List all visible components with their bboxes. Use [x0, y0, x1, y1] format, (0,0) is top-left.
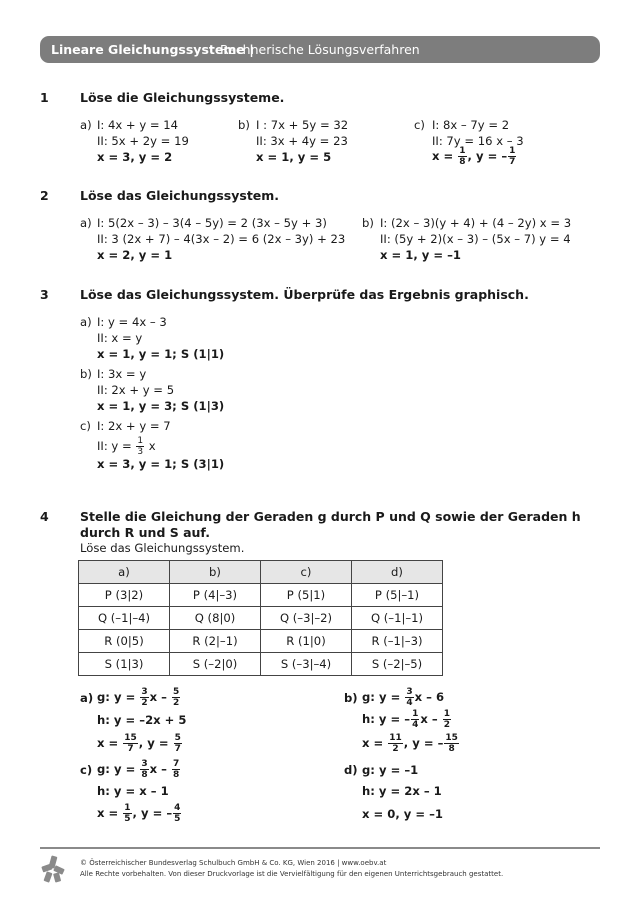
equation: I: y = 4x – 3 [97, 315, 167, 329]
table-cell: Q (–1|–4) [79, 607, 170, 630]
table-header: a) [79, 561, 170, 584]
table-cell: P (4|–3) [170, 584, 261, 607]
solution-h: h: y = – $\frac{1}{4}$ x – $\frac{1}{2}$ [362, 709, 450, 730]
item-label: d) [344, 763, 358, 777]
task-number: 1 [40, 90, 49, 105]
table-cell: R (1|0) [261, 630, 352, 653]
table-cell: P (5|1) [261, 584, 352, 607]
solution-xy: x = $\frac{11}{2}$ , y = – $\frac{15}{8}$ [362, 733, 458, 754]
table-cell: P (3|2) [79, 584, 170, 607]
solution: x = $\frac{1}{8}$ , y = – $\frac{1}{7}$ [432, 146, 516, 167]
item-label: c) [414, 118, 425, 132]
item-label: b) [344, 691, 358, 705]
task-number: 3 [40, 287, 49, 302]
table-cell: S (–2|0) [170, 653, 261, 676]
table-cell: Q (8|0) [170, 607, 261, 630]
equation: II: x = y [97, 331, 143, 345]
solution: x = 1, y = 3; S (1|3) [97, 399, 225, 413]
task-title: Stelle die Gleichung der Geraden g durch P und Q sowie der Geraden h [80, 509, 581, 524]
table-row [79, 584, 443, 607]
equation: II: 5x + 2y = 19 [97, 134, 189, 148]
solution-g: g: y = $\frac{3}{2}$ x – $\frac{5}{2}$ [97, 687, 180, 708]
solution-g: g: y = –1 [362, 763, 419, 777]
item-label: a) [80, 691, 94, 705]
item-label: c) [80, 763, 93, 777]
item-label: b) [80, 367, 92, 381]
table-header: b) [170, 561, 261, 584]
task-title-cont: durch R und S auf. [80, 525, 210, 540]
task-number: 4 [40, 509, 49, 524]
solution: x = 3, y = 2 [97, 150, 173, 164]
solution: x = 3, y = 1; S (3|1) [97, 457, 225, 471]
table-cell: P (5|–1) [352, 584, 443, 607]
table-cell: R (0|5) [79, 630, 170, 653]
table-header: d) [352, 561, 443, 584]
header-title: Lineare Gleichungssysteme | [51, 42, 254, 57]
item-label: b) [238, 118, 250, 132]
solution-xy: x = $\frac{1}{5}$ , y = – $\frac{4}{5}$ [97, 803, 181, 824]
item-label: c) [80, 419, 91, 433]
solution-xy: x = 0, y = –1 [362, 807, 443, 821]
copyright-text: © Österreichischer Bundesverlag Schulbuch GmbH & Co. KG, Wien 2016 | www.oebv.at [80, 859, 387, 867]
table-cell: R (–1|–3) [352, 630, 443, 653]
table-header-row [79, 561, 443, 584]
table-cell: S (–3|–4) [261, 653, 352, 676]
solution-xy: x = $\frac{15}{7}$ , y = $\frac{5}{7}$ [97, 733, 181, 754]
solution-h: h: y = x – 1 [97, 784, 169, 798]
footer-divider [40, 847, 600, 849]
solution-g: g: y = $\frac{3}{4}$ x – 6 [362, 687, 445, 708]
solution-h: h: y = 2x – 1 [362, 784, 442, 798]
task-title: Löse die Gleichungssysteme. [80, 90, 285, 105]
equation: II: y = $\frac{1}{3}$ x [97, 436, 156, 457]
publisher-logo-icon [40, 855, 66, 883]
table-cell: Q (–3|–2) [261, 607, 352, 630]
table-row [79, 653, 443, 676]
equation: I: 5(2x – 3) – 3(4 – 5y) = 2 (3x – 5y + 3) [97, 216, 327, 230]
table-header: c) [261, 561, 352, 584]
equation: II: 3x + 4y = 23 [256, 134, 348, 148]
solution: x = 1, y = –1 [380, 248, 461, 262]
solution: x = 2, y = 1 [97, 248, 173, 262]
task-title: Löse das Gleichungssystem. Überprüfe das Ergebnis graphisch. [80, 287, 529, 302]
task-number: 2 [40, 188, 49, 203]
solution: x = 1, y = 5 [256, 150, 332, 164]
task-title: Löse das Gleichungssystem. [80, 188, 280, 203]
header-subtitle: Rechnerische Lösungsverfahren [220, 42, 420, 57]
equation: II: (5y + 2)(x – 3) – (5x – 7) y = 4 [380, 232, 571, 246]
equation: I: 8x – 7y = 2 [432, 118, 510, 132]
table-cell: Q (–1|–1) [352, 607, 443, 630]
table-row [79, 607, 443, 630]
equation: II: 3 (2x + 7) – 4(3x – 2) = 6 (2x – 3y) + 23 [97, 232, 346, 246]
item-label: a) [80, 118, 92, 132]
task-subtitle: Löse das Gleichungssystem. [80, 541, 245, 555]
item-label: a) [80, 315, 92, 329]
table-cell: S (–2|–5) [352, 653, 443, 676]
equation: II: 2x + y = 5 [97, 383, 175, 397]
points-table [78, 560, 443, 676]
solution-h: h: y = –2x + 5 [97, 713, 187, 727]
equation: I: 4x + y = 14 [97, 118, 179, 132]
solution: x = 1, y = 1; S (1|1) [97, 347, 225, 361]
equation: I: (2x – 3)(y + 4) + (4 – 2y) x = 3 [380, 216, 572, 230]
table-cell: S (1|3) [79, 653, 170, 676]
equation: II: 7y = 16 x – 3 [432, 134, 524, 148]
rights-text: Alle Rechte vorbehalten. Von dieser Druckvorlage ist die Vervielfältigung für den eigenen Unterrichtsgebrauch gestattet. [80, 870, 504, 878]
equation: I: 2x + y = 7 [97, 419, 171, 433]
page-header [40, 36, 600, 63]
equation: I : 7x + 5y = 32 [256, 118, 349, 132]
table-row [79, 630, 443, 653]
solution-g: g: y = $\frac{3}{8}$ x – $\frac{7}{8}$ [97, 759, 180, 780]
table-cell: R (2|–1) [170, 630, 261, 653]
equation: I: 3x = y [97, 367, 147, 381]
item-label: a) [80, 216, 92, 230]
item-label: b) [362, 216, 374, 230]
